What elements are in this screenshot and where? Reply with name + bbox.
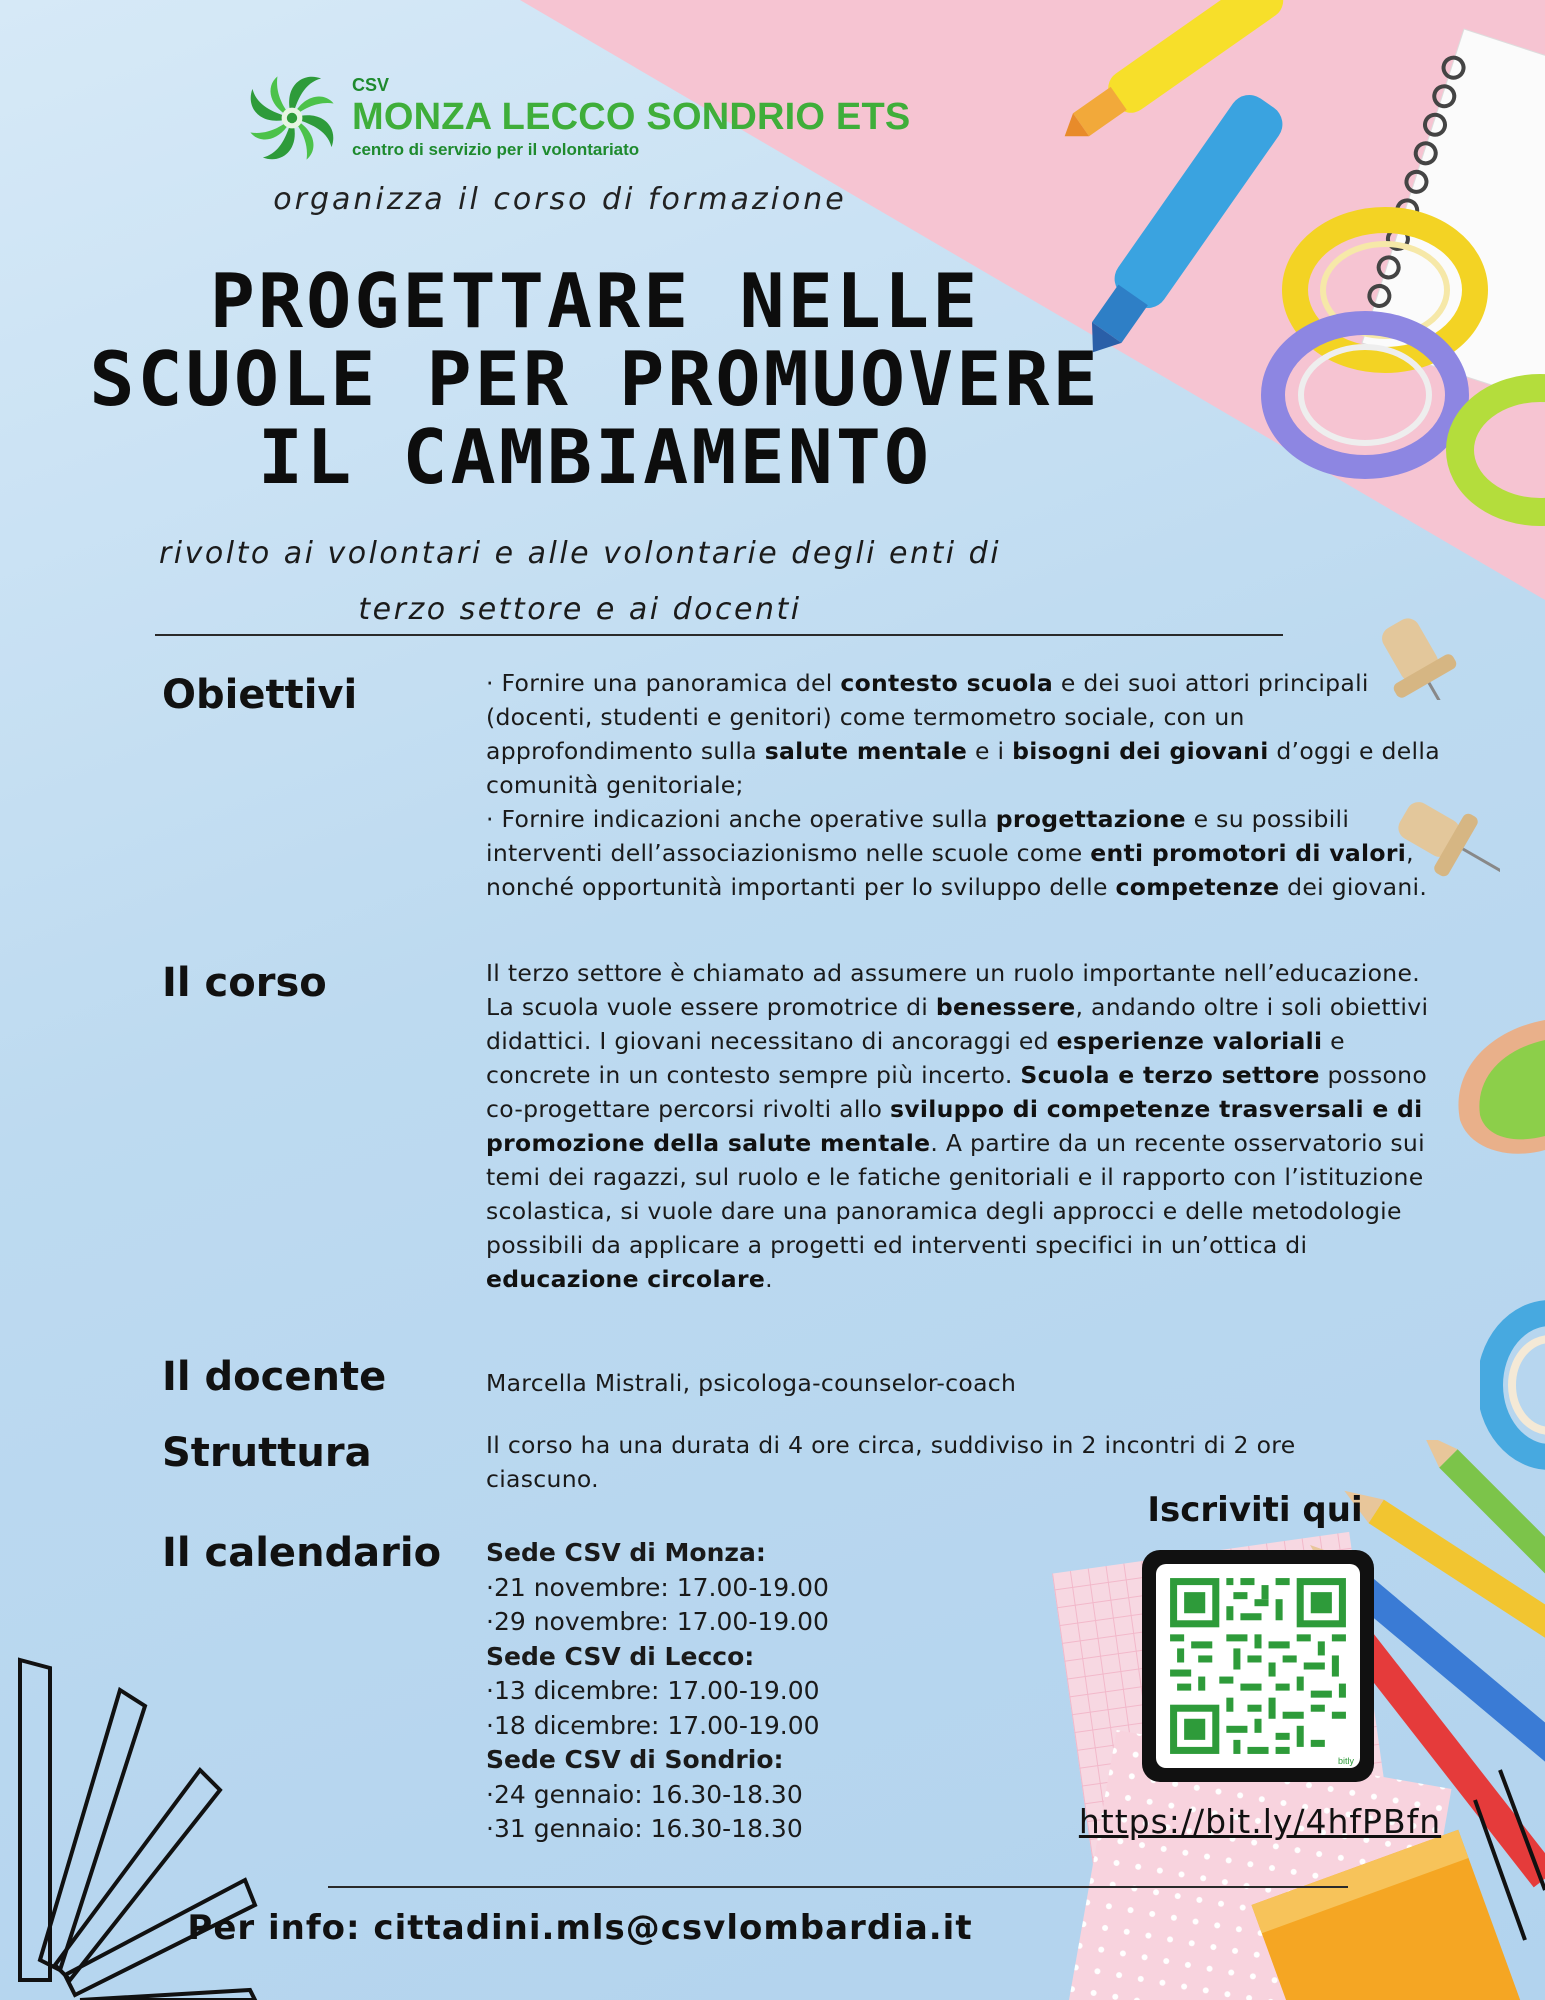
logo-organization-name: MONZA LECCO SONDRIO ETS bbox=[352, 96, 911, 138]
docente-text: Marcella Mistrali, psicologa-counselor-coach bbox=[486, 1369, 1017, 1397]
calendar-location: Sede CSV di Sondrio: bbox=[486, 1745, 784, 1774]
obiettivi-highlight: enti promotori di valori bbox=[1090, 839, 1407, 867]
calendar-date: ·13 dicembre: 17.00-19.00 bbox=[486, 1676, 820, 1705]
qr-brand-label: bitly bbox=[1337, 1756, 1354, 1766]
intro-text: organizza il corso di formazione bbox=[273, 182, 847, 217]
course-title-line-3: IL CAMBIAMENTO bbox=[257, 413, 933, 501]
calendar-date: ·29 novembre: 17.00-19.00 bbox=[486, 1607, 829, 1636]
section-label-calendario: Il calendario bbox=[162, 1530, 442, 1576]
corso-highlight: benessere bbox=[935, 993, 1076, 1021]
calendar-date: ·18 dicembre: 17.00-19.00 bbox=[486, 1710, 820, 1740]
section-label-obiettivi: Obiettivi bbox=[162, 672, 358, 718]
csv-logo bbox=[240, 66, 910, 170]
corso-text-run: e concrete in un contesto sempre più incerto. bbox=[486, 1027, 1345, 1089]
signup-heading: Iscriviti qui bbox=[1147, 1490, 1363, 1530]
contact-info: Per info: cittadini.mls@csvlombardia.it bbox=[187, 1908, 973, 1948]
obiettivi-highlight: bisogni dei giovani bbox=[1012, 737, 1269, 765]
corso-text bbox=[486, 956, 1446, 1296]
calendar-date: ·24 gennaio: 16.30-18.30 bbox=[486, 1779, 803, 1809]
calendar-date: ·21 novembre: 17.00-19.00 bbox=[486, 1572, 829, 1602]
subtitle-line-1: rivolto ai volontari e alle volontarie degli enti di bbox=[158, 536, 1002, 571]
logo-csv-label: CSV bbox=[352, 75, 390, 95]
bottom-divider bbox=[328, 1886, 1348, 1888]
audience-subtitle bbox=[100, 526, 1060, 638]
obiettivi-text bbox=[486, 666, 1446, 904]
course-title bbox=[20, 257, 1170, 501]
obiettivi-text-run: e i bbox=[967, 737, 1013, 765]
calendar-list bbox=[486, 1536, 829, 1847]
obiettivi-highlight: progettazione bbox=[995, 805, 1186, 833]
corso-highlight: sviluppo di competenze trasversali e di promozione della salute mentale bbox=[486, 1095, 1423, 1157]
obiettivi-text-run: d’oggi e della comunità genitoriale; bbox=[486, 737, 1440, 799]
corso-highlight: esperienze valoriali bbox=[1056, 1027, 1323, 1055]
section-label-docente: Il docente bbox=[162, 1354, 387, 1400]
section-label-corso: Il corso bbox=[162, 960, 327, 1006]
obiettivi-highlight: contesto scuola bbox=[840, 669, 1054, 697]
top-divider bbox=[155, 634, 1283, 636]
calendar-date: ·31 gennaio: 16.30-18.30 bbox=[486, 1814, 803, 1843]
corso-text-run: Il terzo settore è chiamato ad assumere un ruolo importante nell’educazione. La scuola vuole essere promotrice di bbox=[486, 959, 1420, 1021]
obiettivi-highlight: salute mentale bbox=[764, 737, 968, 765]
obiettivi-text-run: dei giovani. bbox=[1279, 873, 1428, 901]
signup-link[interactable]: https://bit.ly/4hfPBfn bbox=[1078, 1802, 1442, 1841]
qr-code-inner bbox=[1156, 1564, 1360, 1768]
logo-tagline: centro di servizio per il volontariato bbox=[352, 140, 640, 159]
obiettivi-text-run: · Fornire indicazioni anche operative sulla bbox=[486, 805, 996, 833]
corso-text-run: possono co-progettare percorsi rivolti allo bbox=[486, 1061, 1428, 1123]
calendar-location: Sede CSV di Lecco: bbox=[486, 1641, 755, 1671]
corso-text-run: , andando oltre i soli obiettivi didattici. I giovani necessitano di ancoraggi ed bbox=[486, 993, 1429, 1055]
obiettivi-text-run: e su possibili interventi dell’associazionismo nelle scuole come bbox=[486, 805, 1350, 867]
course-title-line-1: PROGETTARE NELLE bbox=[209, 257, 981, 345]
csv-logo-icon bbox=[240, 66, 344, 170]
subtitle-line-2: terzo settore e ai docenti bbox=[358, 592, 802, 627]
struttura-text: Il corso ha una durata di 4 ore circa, suddiviso in 2 incontri di 2 ore ciascuno. bbox=[486, 1431, 1296, 1493]
obiettivi-highlight: competenze bbox=[1115, 873, 1280, 901]
corso-highlight: educazione circolare bbox=[486, 1265, 766, 1293]
section-label-struttura: Struttura bbox=[162, 1430, 372, 1476]
corso-text-run: . A partire da un recente osservatorio sui temi dei ragazzi, sul ruolo e le fatiche genitoriali e il rapporto con l’istituzione scolastica, si vuole dare una panoramica degli approcci e delle metodologie possibili da applicare a progetti ed interventi specifici in un’ottica di bbox=[486, 1129, 1425, 1259]
corso-highlight: Scuola e terzo settore bbox=[1020, 1061, 1320, 1089]
qr-code[interactable] bbox=[1142, 1550, 1374, 1782]
qr-code-icon bbox=[1156, 1564, 1360, 1768]
obiettivi-text-run: , nonché opportunità importanti per lo sviluppo delle bbox=[486, 839, 1414, 901]
pencil-shaving-decoration bbox=[1430, 1010, 1545, 1160]
corso-text-run: . bbox=[765, 1265, 773, 1293]
course-title-line-2: SCUOLE PER PROMUOVERE bbox=[89, 335, 1101, 423]
obiettivi-text-run: e dei suoi attori principali (docenti, studenti e genitori) come termometro sociale, con un approfondimento sulla bbox=[486, 669, 1369, 765]
calendar-location: Sede CSV di Monza: bbox=[486, 1538, 766, 1567]
obiettivi-text-run: · Fornire una panoramica del bbox=[486, 669, 841, 697]
